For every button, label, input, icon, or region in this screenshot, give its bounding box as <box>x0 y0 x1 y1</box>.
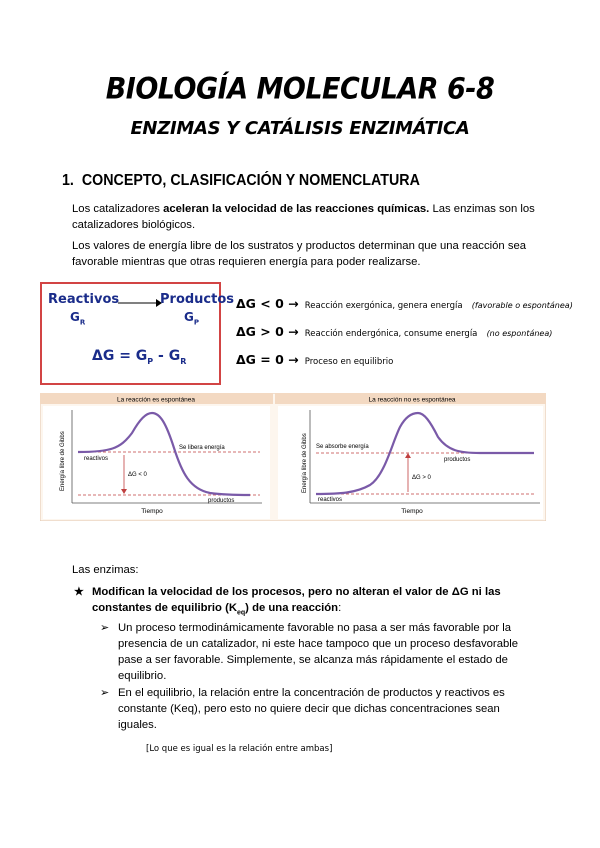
diagram-right-ylabel: Energía libre de Gibbs <box>302 433 308 493</box>
page-subtitle: ENZIMAS Y CATÁLISIS ENZIMÁTICA <box>130 118 470 139</box>
g-products: $G_P$ <box>184 310 199 327</box>
section-title: CONCEPTO, CLASIFICACIÓN Y NOMENCLATURA <box>81 172 420 189</box>
label-products-left: productos <box>208 498 235 504</box>
paragraph-catalysts: Los catalizadores aceleran la velocidad de las reacciones químicas. Las enzimas son los catalizadores biológicos. <box>72 203 535 231</box>
reactants-label: Reactivos <box>48 292 120 307</box>
g-reactants: $G_R$ <box>70 310 86 327</box>
diagram-left-title: La reacción es espontánea <box>116 396 196 404</box>
label-reactants-right: reactivos <box>318 497 343 503</box>
label-release-energy: Se libera energía <box>179 445 225 451</box>
label-reactants-left: reactivos <box>84 456 109 462</box>
products-label: Productos <box>160 292 235 307</box>
equation-box <box>40 282 235 385</box>
paragraph-free-energy: Los valores de energía libre de los sustratos y productos determinan que una reacción sea favorable mientras que otras requieren energía para poder realizarse. <box>72 240 527 268</box>
star-list-item: ★ Modifican la velocidad de los procesos, pero no alteran el valor de ΔG ni las constantes de equilibrio $(K_{eq})$ de una reacción: <box>74 586 501 617</box>
label-products-right: productos <box>444 457 471 463</box>
page-title: BIOLOGÍA MOLECULAR 6-8 <box>105 72 495 107</box>
diagram-left-ylabel: Energía libre de Gibbs <box>60 431 66 491</box>
delta-g-row-positive: ΔG > 0 → Reacción endergónica, consume energía (no espontánea) <box>236 324 553 339</box>
bracket-note: [Lo que es igual es la relación entre ambas] <box>146 744 333 754</box>
highlight-text: aceleran la velocidad de las reacciones químicas. <box>163 203 430 215</box>
energy-diagrams-figure <box>40 393 546 521</box>
diagram-right-xlabel: Tiempo <box>401 508 423 515</box>
section-heading <box>62 172 420 190</box>
diagram-right-title: La reacción no es espontánea <box>368 396 456 404</box>
diagram-non-spontaneous <box>275 393 546 519</box>
label-absorb-energy: Se absorbe energía <box>316 444 369 450</box>
section-number: 1. <box>62 172 74 189</box>
list-item: ➢ En el equilibrio, la relación entre la concentración de productos y reactivos es constante (Keq), pero esto no quiere decir que dichas concentraciones sean iguales. <box>100 687 505 731</box>
label-dg-negative: ΔG < 0 <box>128 472 147 478</box>
delta-g-row-negative: ΔG < 0 → Reacción exergónica, genera energía (favorable o espontánea) <box>236 296 573 311</box>
delta-g-row-zero: ΔG = 0 → Proceso en equilibrio <box>236 352 394 367</box>
arrow-bullet-icon: ➢ <box>100 687 110 699</box>
enzymes-intro: Las enzimas: <box>72 564 139 576</box>
diagram-spontaneous <box>40 393 273 519</box>
label-dg-positive: ΔG > 0 <box>412 475 431 481</box>
list-item: ➢ Un proceso termodinámicamente favorable no pasa a ser más favorable por la presencia de un catalizador, ni este hace tampoco que un proceso desfavorable pase a ser favorable. Simplemente, se alcanza más rápidamente el estado de equilibrio. <box>100 622 519 682</box>
arrow-bullet-icon: ➢ <box>100 622 110 634</box>
reaction-arrow-icon <box>118 298 162 308</box>
diagram-left-xlabel: Tiempo <box>141 508 163 515</box>
star-icon: ★ <box>74 586 84 598</box>
delta-g-formula: $\Delta G = G_P - G_R$ <box>92 348 187 366</box>
